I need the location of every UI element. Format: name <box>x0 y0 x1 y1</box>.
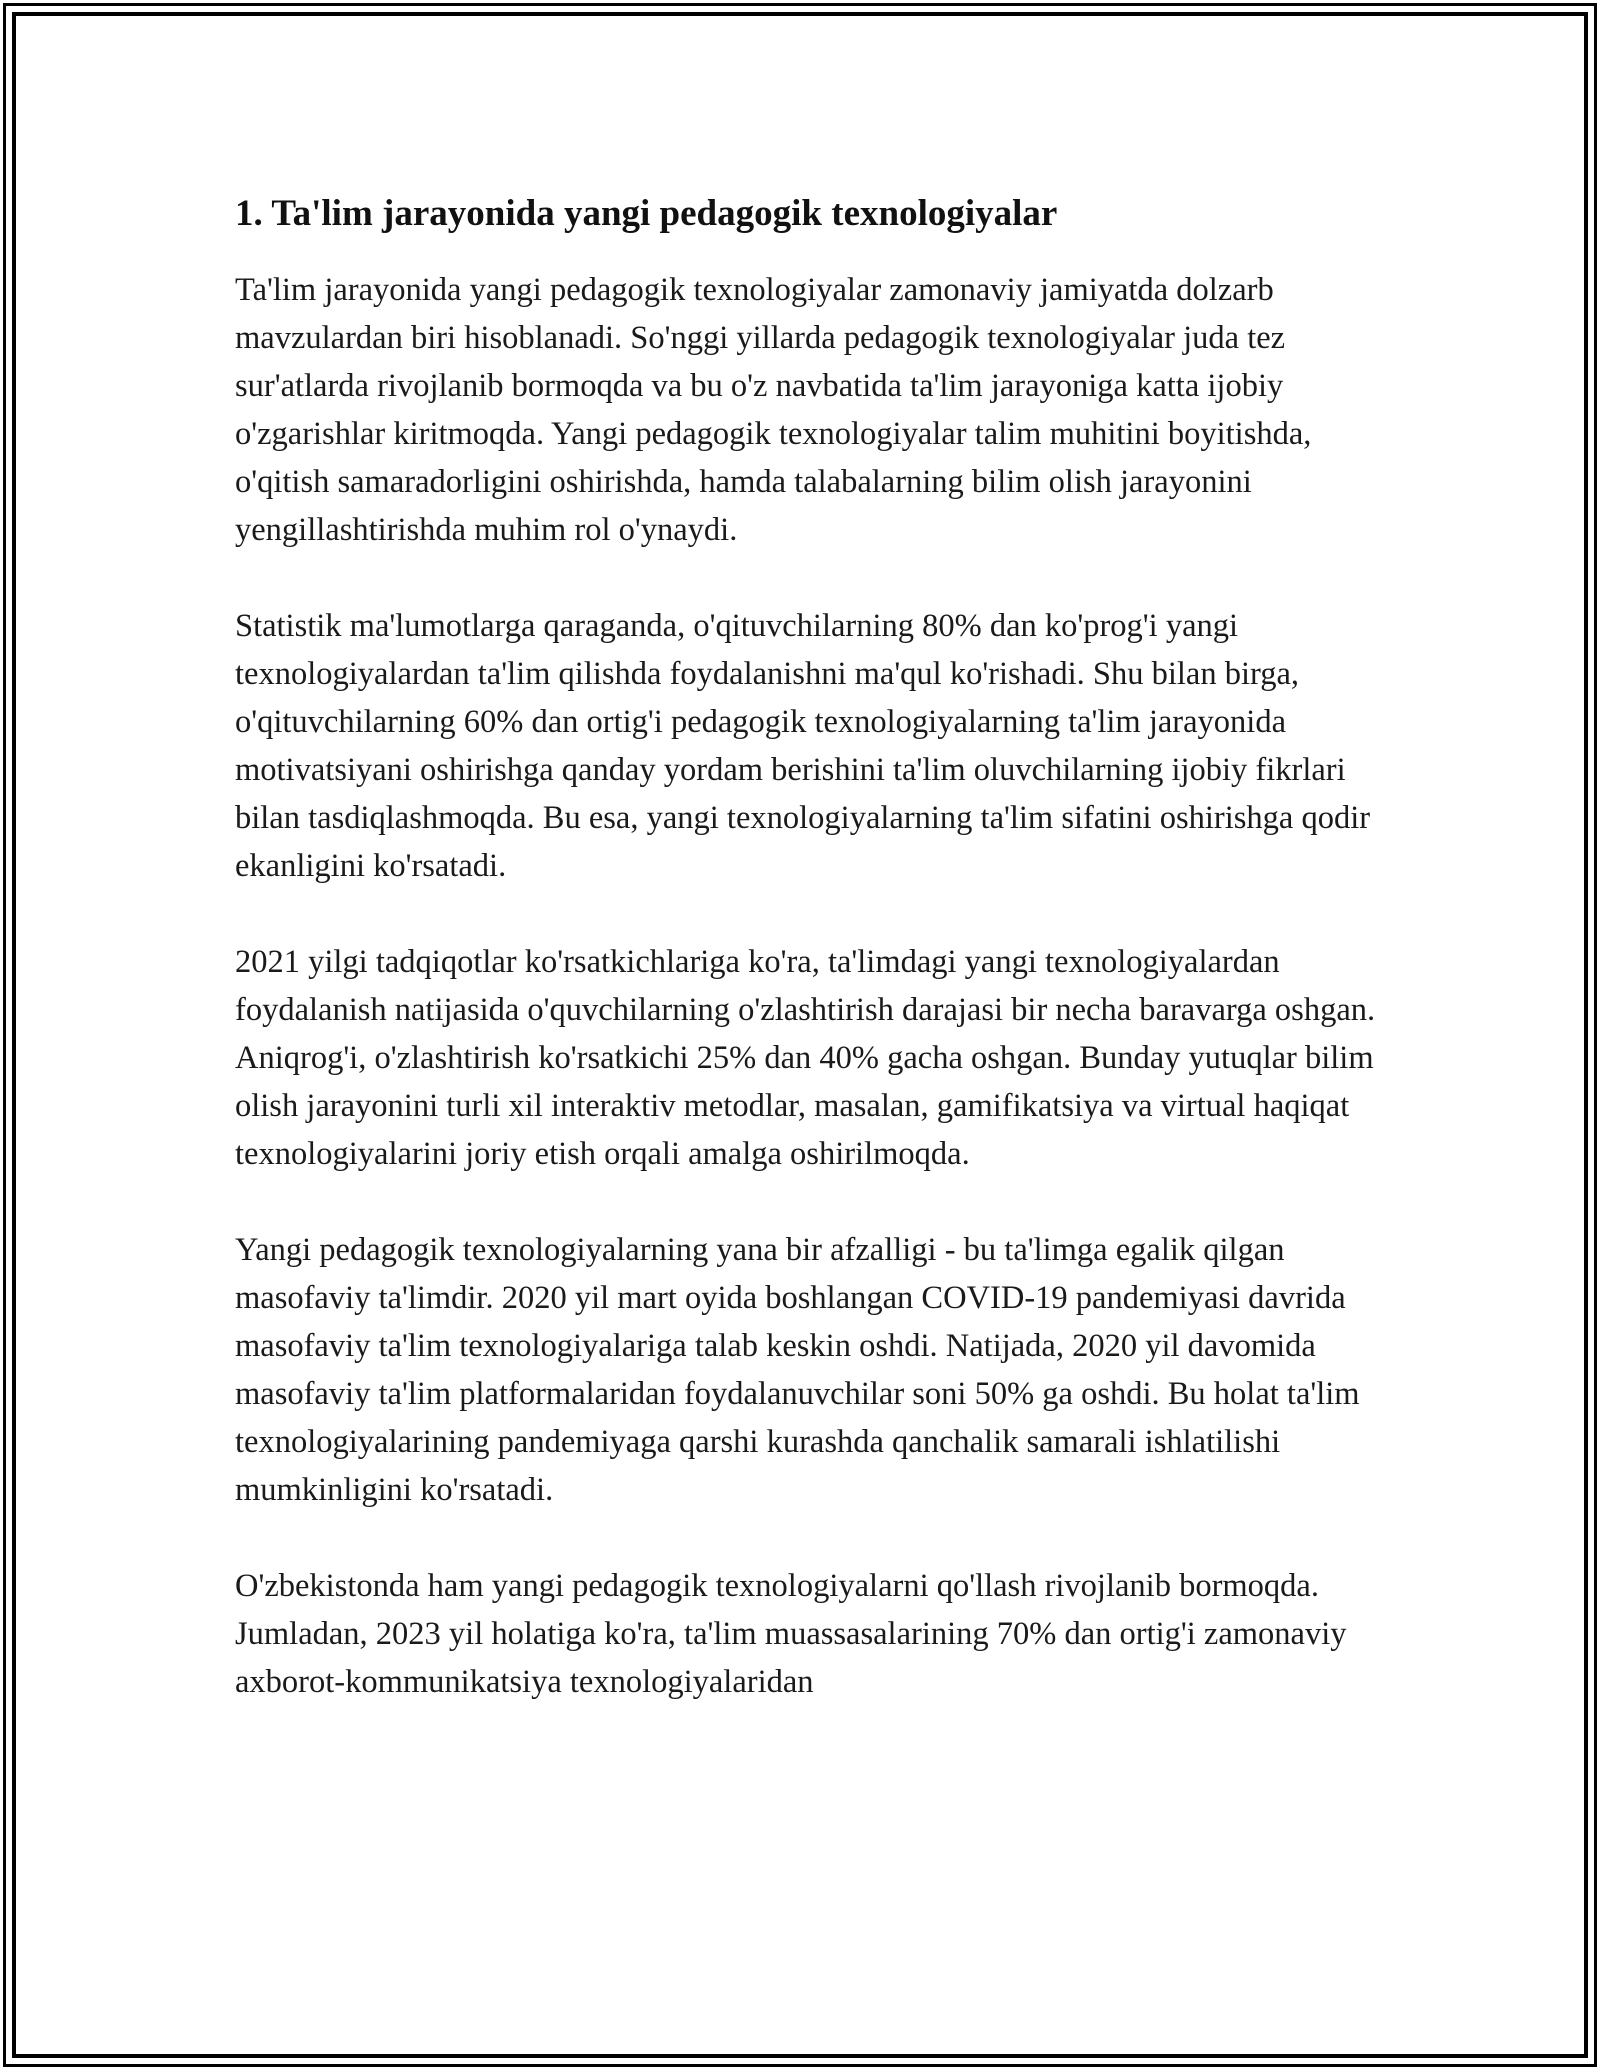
section-heading: 1. Ta'lim jarayonida yangi pedagogik texnologiyalar <box>235 193 1058 234</box>
paragraph-statistics: Statistik ma'lumotlarga qaraganda, o'qituvchilarning 80% dan ko'prog'i yangi texnologiyalardan ta'lim qilishda foydalanishni ma'qul ko'rishadi. Shu bilan birga, o'qituvchilarning 60% dan ortig'i pedagogik texnologiyalarning ta'lim jarayonida motivatsiyani oshirishga qanday yordam berishini ta'lim oluvchilarning ijobiy fikrlari bilan tasdiqlashmoqda. Bu esa, yangi texnologiyalarning ta'lim sifatini oshirishga qodir ekanligini ko'rsatadi. <box>235 608 1371 884</box>
document-body <box>235 186 1385 1706</box>
paragraph-uzbekistan: O'zbekistonda ham yangi pedagogik texnologiyalarni qo'llash rivojlanib bormoqda. Jumladan, 2023 yil holatiga ko'ra, ta'lim muassasalarining 70% dan ortig'i zamonaviy axborot-kommunikatsiya texnologiyalaridan <box>235 1568 1347 1700</box>
paragraph-distance-learning: Yangi pedagogik texnologiyalarning yana bir afzalligi - bu ta'limga egalik qilgan masofaviy ta'limdir. 2020 yil mart oyida boshlangan COVID-19 pandemiyasi davrida masofaviy ta'lim texnologiyalariga talab keskin oshdi. Natijada, 2020 yil davomida masofaviy ta'lim platformalaridan foydalanuvchilar soni 50% ga oshdi. Bu holat ta'lim texnologiyalarining pandemiyaga qarshi kurashda qanchalik samarali ishlatilishi mumkinligini ko'rsatadi. <box>235 1232 1360 1508</box>
paragraph-research-2021: 2021 yilgi tadqiqotlar ko'rsatkichlariga ko'ra, ta'limdagi yangi texnologiyalardan foydalanish natijasida o'quvchilarning o'zlashtirish darajasi bir necha baravarga oshgan. Aniqrog'i, o'zlashtirish ko'rsatkichi 25% dan 40% gacha oshgan. Bunday yutuqlar bilim olish jarayonini turli xil interaktiv metodlar, masalan, gamifikatsiya va virtual haqiqat texnologiyalarini joriy etish orqali amalga oshirilmoqda. <box>235 944 1376 1172</box>
paragraph-intro: Ta'lim jarayonida yangi pedagogik texnologiyalar zamonaviy jamiyatda dolzarb mavzulardan biri hisoblanadi. So'nggi yillarda pedagogik texnologiyalar juda tez sur'atlarda rivojlanib bormoqda va bu o'z navbatida ta'lim jarayoniga katta ijobiy o'zgarishlar kiritmoqda. Yangi pedagogik texnologiyalar talim muhitini boyitishda, o'qitish samaradorligini oshirishda, hamda talabalarning bilim olish jarayonini yengillashtirishda muhim rol o'ynaydi. <box>235 272 1312 548</box>
